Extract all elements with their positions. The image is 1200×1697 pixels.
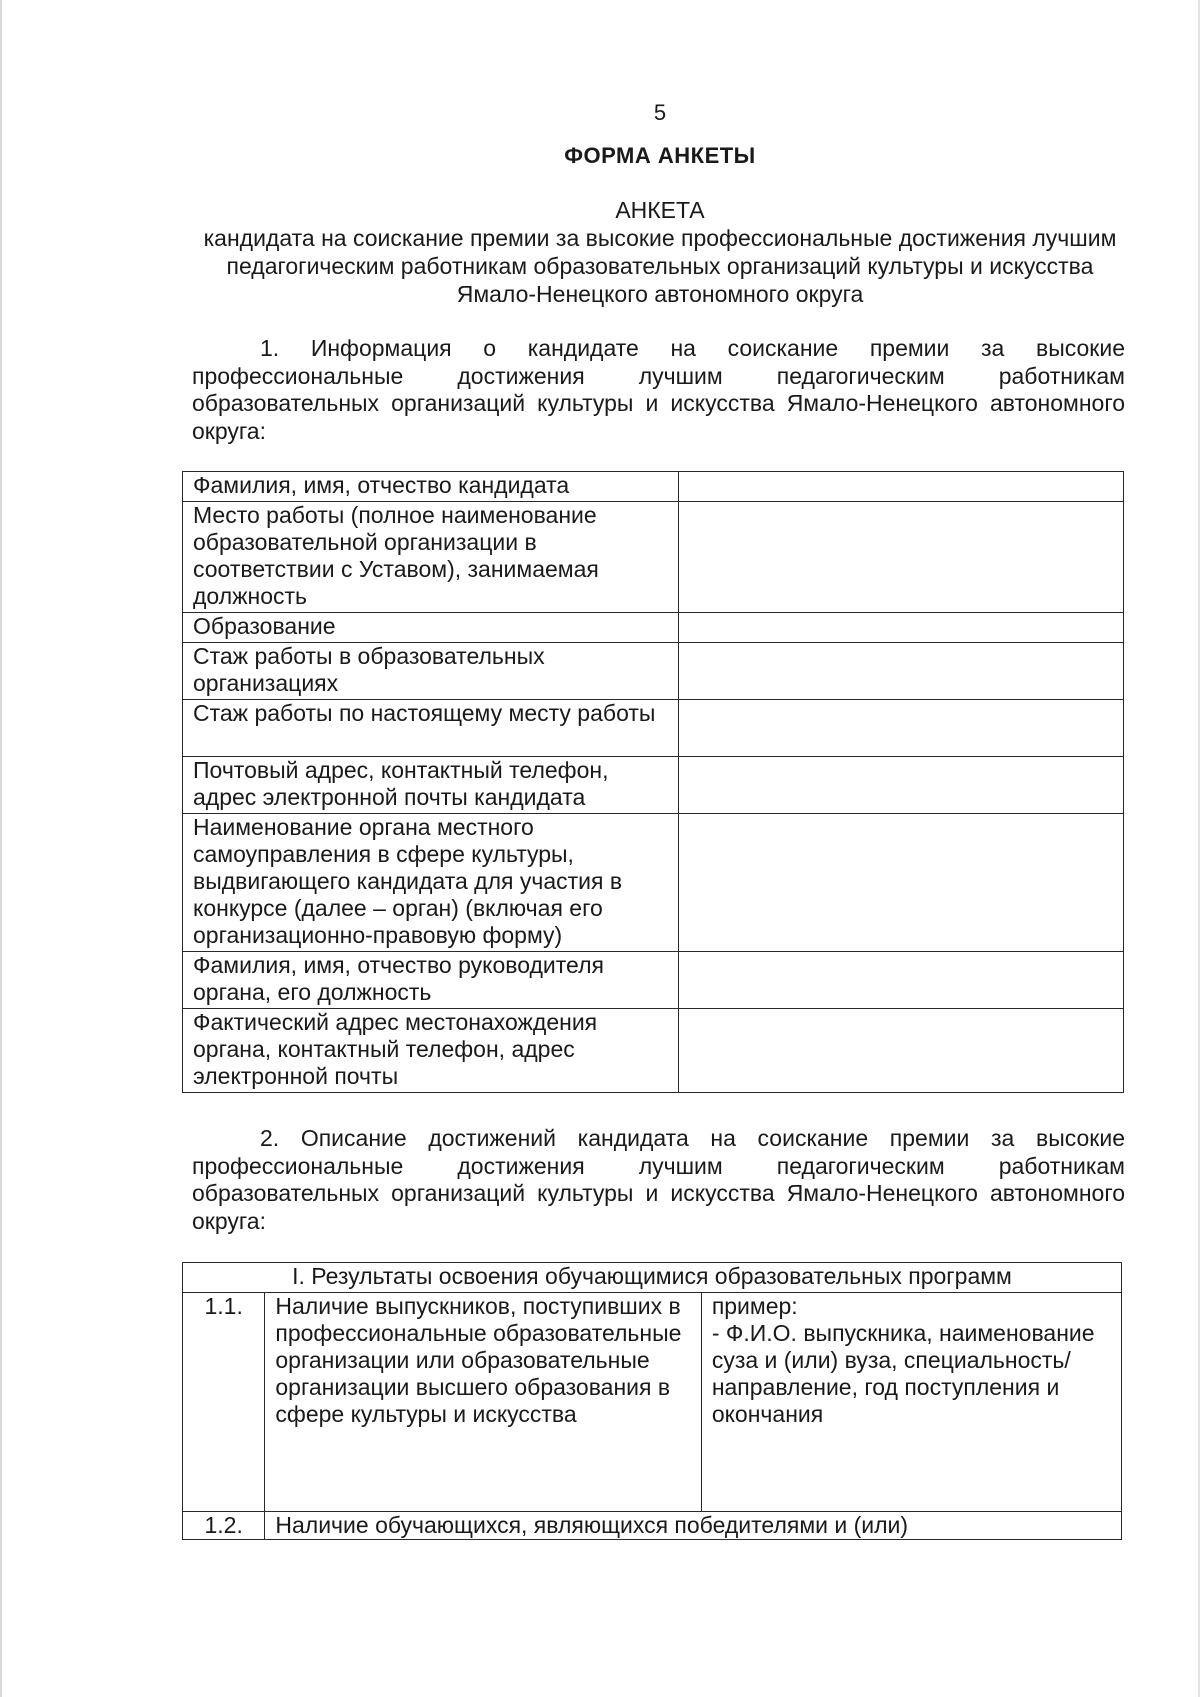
row-value-field[interactable]: [679, 814, 1124, 952]
example-body: - Ф.И.О. выпускника, наименование суза и (или) вуза, специальность/направление, год поступления и окончания: [711, 1320, 1095, 1427]
row-value-field[interactable]: [679, 472, 1124, 502]
example-title: пример:: [711, 1293, 798, 1319]
table-row: [183, 472, 1124, 502]
row-number: 1.2.: [183, 1512, 265, 1540]
candidate-info-table: [182, 471, 1124, 1093]
row-value-field[interactable]: [679, 502, 1124, 613]
section2-text: 2. Описание достижений кандидата на соискание премии за высокие профессиональные достижения лучшим педагогическим работникам образовательных организаций культуры и искусства Ямало-Ненецкого автономного округа:: [192, 1125, 1125, 1234]
row-label: Почтовый адрес, контактный телефон, адрес электронной почты кандидата: [183, 757, 679, 814]
table-row: [183, 502, 1124, 613]
table-header-row: [183, 1263, 1122, 1293]
anketa-title: АНКЕТА: [615, 197, 705, 223]
achievements-table: [182, 1262, 1122, 1540]
row-label: Наименование органа местного самоуправления в сфере культуры, выдвигающего кандидата для участия в конкурсе (далее – орган) (включая его организационно-правовую форму): [183, 814, 679, 952]
table-row: [183, 613, 1124, 643]
row-value-field[interactable]: [679, 757, 1124, 814]
row-description: Наличие выпускников, поступивших в профессиональные образовательные организации или образовательные организации высшего образования в сфере культуры и искусства: [265, 1293, 701, 1512]
section1-intro: [192, 335, 1125, 445]
row-label: Стаж работы в образовательных организациях: [183, 643, 679, 700]
section1-text: 1. Информация о кандидате на соискание премии за высокие профессиональные достижения лучшим педагогическим работникам образовательных организаций культуры и искусства Ямало-Ненецкого автономного округа:: [192, 335, 1125, 444]
row-label: Фамилия, имя, отчество руководителя органа, его должность: [183, 952, 679, 1009]
form-heading: ФОРМА АНКЕТЫ: [564, 143, 756, 168]
row-value-field[interactable]: [679, 700, 1124, 757]
table-row: [183, 952, 1124, 1009]
table-row: [183, 1512, 1122, 1540]
row-label: Стаж работы по настоящему месту работы: [183, 700, 679, 757]
row-value-field[interactable]: [679, 613, 1124, 643]
table-row: [183, 757, 1124, 814]
anketa-subtitle: кандидата на соискание премии за высокие профессиональные достижения лучшим педагогическим работникам образовательных организаций культуры и искусства Ямало-Ненецкого автономного округа: [203, 225, 1117, 307]
row-number: 1.1.: [183, 1293, 265, 1512]
row-label: Место работы (полное наименование образовательной организации в соответствии с Уставом), занимаемая должность: [183, 502, 679, 613]
page-left-edge: [0, 0, 2, 1697]
row-example[interactable]: [701, 1293, 1121, 1512]
table-row: [183, 700, 1124, 757]
table-row: [183, 643, 1124, 700]
page-number: 5: [653, 100, 667, 125]
row-value-field[interactable]: [679, 1009, 1124, 1093]
row-label: Образование: [183, 613, 679, 643]
row-description: Наличие обучающихся, являющихся победителями и (или): [265, 1512, 1122, 1540]
table-row: [183, 1009, 1124, 1093]
table-row: [183, 1293, 1122, 1512]
table-row: [183, 814, 1124, 952]
section2-intro: [192, 1125, 1125, 1235]
row-value-field[interactable]: [679, 952, 1124, 1009]
table-section-header: I. Результаты освоения обучающимися образовательных программ: [183, 1263, 1122, 1293]
row-label: Фамилия, имя, отчество кандидата: [183, 472, 679, 502]
row-label: Фактический адрес местонахождения органа, контактный телефон, адрес электронной почты: [183, 1009, 679, 1093]
row-value-field[interactable]: [679, 643, 1124, 700]
